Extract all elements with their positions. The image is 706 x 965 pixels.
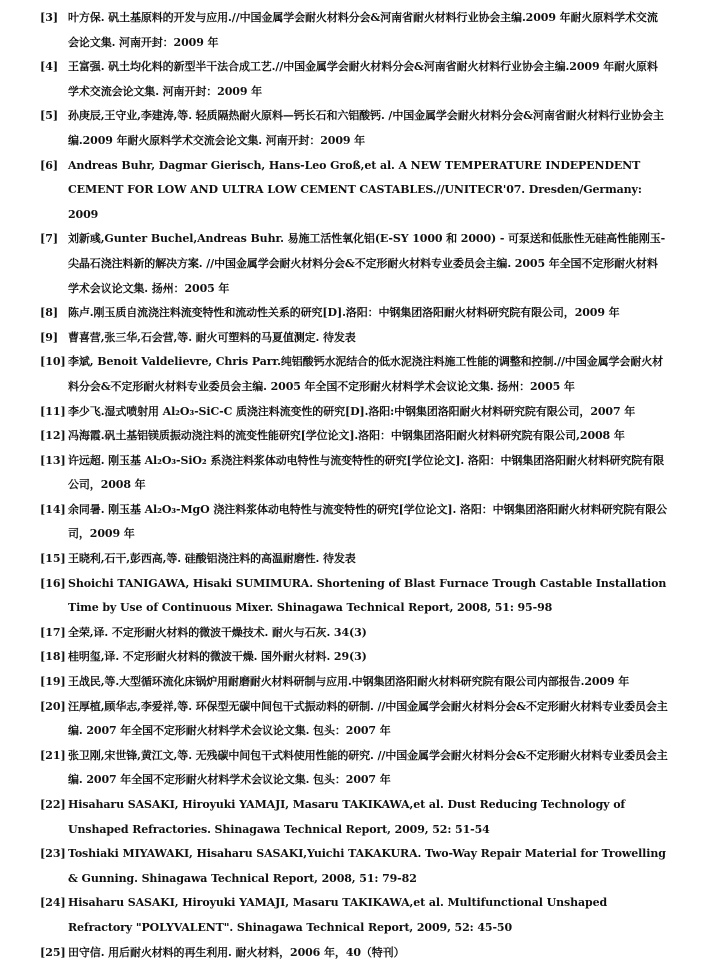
reference-text: Shoichi TANIGAWA, Hisaki SUMIMURA. Shortening of Blast Furnace Trough Castable Installation Time by Use of Continuous Mixer. Shinagawa Technical Report, 2008, 51: 95-98	[68, 576, 667, 615]
reference-item	[0, 670, 706, 695]
reference-item	[0, 498, 706, 547]
reference-text: 陈卢.刚玉质自流浇注料流变特性和流动性关系的研究[D].洛阳：中钢集团洛阳耐火材料研究院有限公司，2009 年	[68, 306, 620, 320]
reference-number: [13]	[40, 453, 66, 467]
reference-number: [23]	[40, 847, 66, 861]
reference-item	[0, 6, 706, 55]
reference-text: 曹喜营,张三华,石会营,等. 耐火可塑料的马夏值测定. 待发表	[68, 330, 356, 344]
reference-item	[0, 547, 706, 572]
reference-number: [21]	[40, 748, 66, 762]
reference-number: [15]	[40, 552, 66, 566]
reference-number: [4]	[40, 60, 59, 74]
reference-number: [8]	[40, 306, 59, 320]
reference-item	[0, 793, 706, 842]
reference-text: Hisaharu SASAKI, Hiroyuki YAMAJI, Masaru TAKIKAWA,et al. Multifunctional Unshaped Refractory "POLYVALENT". Shinagawa Technical Report, 2009, 52: 45-50	[68, 896, 608, 934]
reference-text: 田守信. 用后耐火材料的再生利用. 耐火材料，2006 年，40（特刊）	[68, 945, 405, 959]
reference-text: 王晓利,石干,彭西高,等. 硅酸铝浇注料的高温耐磨性. 待发表	[68, 552, 356, 566]
reference-number: [17]	[40, 625, 66, 639]
reference-item	[0, 695, 706, 744]
reference-item	[0, 449, 706, 498]
reference-item	[0, 104, 706, 153]
reference-number: [25]	[40, 945, 66, 959]
reference-number: [18]	[40, 650, 66, 664]
reference-number: [22]	[40, 798, 66, 811]
reference-text: Toshiaki MIYAWAKI, Hisaharu SASAKI,Yuichi TAKAKURA. Two-Way Repair Material for Trowelling & Gunning. Shinagawa Technical Report, 2008, 51: 79-82	[68, 847, 666, 885]
reference-item	[0, 572, 706, 621]
reference-number: [6]	[40, 158, 59, 172]
reference-item	[0, 621, 706, 646]
reference-text: 王战民,等.大型循环流化床锅炉用耐磨耐火材料研制与应用.中钢集团洛阳耐火材料研究院有限公司内部报告.2009 年	[68, 675, 630, 689]
reference-number: [10]	[40, 355, 66, 369]
reference-list	[0, 6, 706, 965]
reference-item	[0, 891, 706, 940]
reference-number: [7]	[40, 232, 59, 246]
reference-text: 冯海霞.矾土基铝镁质振动浇注料的流变性能研究[学位论文].洛阳：中钢集团洛阳耐火材料研究院有限公司,2008 年	[68, 429, 625, 443]
reference-item	[0, 424, 706, 449]
reference-item	[0, 744, 706, 793]
reference-item	[0, 400, 706, 425]
reference-text: 汪厚植,顾华志,李爱祥,等. 环保型无碳中间包干式振动料的研制. //中国金属学会耐火材料分会&不定形耐火材料专业委员会主编. 2007 年全国不定形耐火材料学术会议论文集. 包头：2007 年	[68, 699, 668, 738]
reference-text: 张卫刚,宋世锋,黄江文,等. 无残碳中间包干式料使用性能的研究. //中国金属学会耐火材料分会&不定形耐火材料专业委员会主编. 2007 年全国不定形耐火材料学术会议论文集. 包头：2007 年	[68, 748, 668, 787]
reference-item	[0, 227, 706, 301]
reference-number: [14]	[40, 502, 66, 516]
reference-item	[0, 55, 706, 104]
reference-number: [16]	[40, 576, 66, 590]
reference-item	[0, 326, 706, 351]
reference-number: [11]	[40, 404, 66, 418]
reference-item	[0, 941, 706, 965]
reference-text: 全荣,译. 不定形耐火材料的微波干燥技术. 耐火与石灰. 34(3)	[68, 625, 367, 639]
reference-item	[0, 350, 706, 399]
reference-number: [12]	[40, 429, 66, 443]
reference-number: [19]	[40, 675, 66, 689]
reference-text: 叶方保. 矾土基原料的开发与应用.//中国金属学会耐火材料分会&河南省耐火材料行业协会主编.2009 年耐火原料学术交流会论文集. 河南开封：2009 年	[68, 11, 658, 49]
reference-number: [20]	[40, 699, 66, 713]
reference-text: Andreas Buhr, Dagmar Gierisch, Hans-Leo Groß,et al. A NEW TEMPERATURE INDEPENDENT CEMENT FOR LOW AND ULTRA LOW CEMENT CASTABLES.//UNITECR'07. Dresden/Germany: 2009	[68, 158, 642, 221]
reference-text: 王富强. 矾土均化料的新型半干法合成工艺.//中国金属学会耐火材料分会&河南省耐火材料行业协会主编.2009 年耐火原料学术交流会论文集. 河南开封：2009 年	[68, 60, 658, 98]
reference-item	[0, 842, 706, 891]
reference-text: 余同暑. 刚玉基 Al₂O₃-MgO 浇注料浆体动电特性与流变特性的研究[学位论文]. 洛阳：中钢集团洛阳耐火材料研究院有限公司，2009 年	[68, 502, 668, 541]
reference-text: Hisaharu SASAKI, Hiroyuki YAMAJI, Masaru TAKIKAWA,et al. Dust Reducing Technology of Unshaped Refractories. Shinagawa Technical Report, 2009, 52: 51-54	[68, 798, 626, 836]
reference-item	[0, 645, 706, 670]
reference-number: [3]	[40, 11, 59, 24]
reference-number: [9]	[40, 330, 59, 344]
reference-item	[0, 301, 706, 326]
reference-number: [5]	[40, 109, 59, 123]
reference-text: 许远超. 刚玉基 Al₂O₃-SiO₂ 系浇注料浆体动电特性与流变特性的研究[学位论文]. 洛阳：中钢集团洛阳耐火材料研究院有限公司，2008 年	[68, 453, 665, 492]
reference-text: 桂明玺,译. 不定形耐火材料的微波干燥. 国外耐火材料. 29(3)	[68, 650, 367, 664]
reference-text: 孙庚辰,王守业,李建涛,等. 轻质隔热耐火原料—钙长石和六铝酸钙. /中国金属学会耐火材料分会&河南省耐火材料行业协会主编.2009 年耐火原料学术交流会论文集. 河南开封：2009 年	[68, 109, 664, 147]
reference-item	[0, 154, 706, 228]
reference-number: [24]	[40, 896, 66, 910]
reference-text: 李斌, Benoit Valdelievre, Chris Parr.纯铝酸钙水泥结合的低水泥浇注料施工性能的调整和控制.//中国金属学会耐火材料分会&不定形耐火材料专业委员会主编. 2005 年全国不定形耐火材料学术会议论文集. 扬州：2005 年	[68, 355, 664, 393]
reference-text: 刘新彧,Gunter Buchel,Andreas Buhr. 易施工活性氧化铝(E-SY 1000 和 2000) - 可泵送和低胀性无硅高性能刚玉-尖晶石浇注料新的解决方案. //中国金属学会耐火材料分会&不定形耐火材料专业委员会主编. 2005 年全国不定形耐火材料学术会议论文集. 扬州：2005 年	[68, 232, 666, 295]
reference-text: 李少飞.湿式喷射用 Al₂O₃-SiC-C 质浇注料流变性的研究[D].洛阳:中钢集团洛阳耐火材料研究院有限公司，2007 年	[68, 404, 636, 418]
